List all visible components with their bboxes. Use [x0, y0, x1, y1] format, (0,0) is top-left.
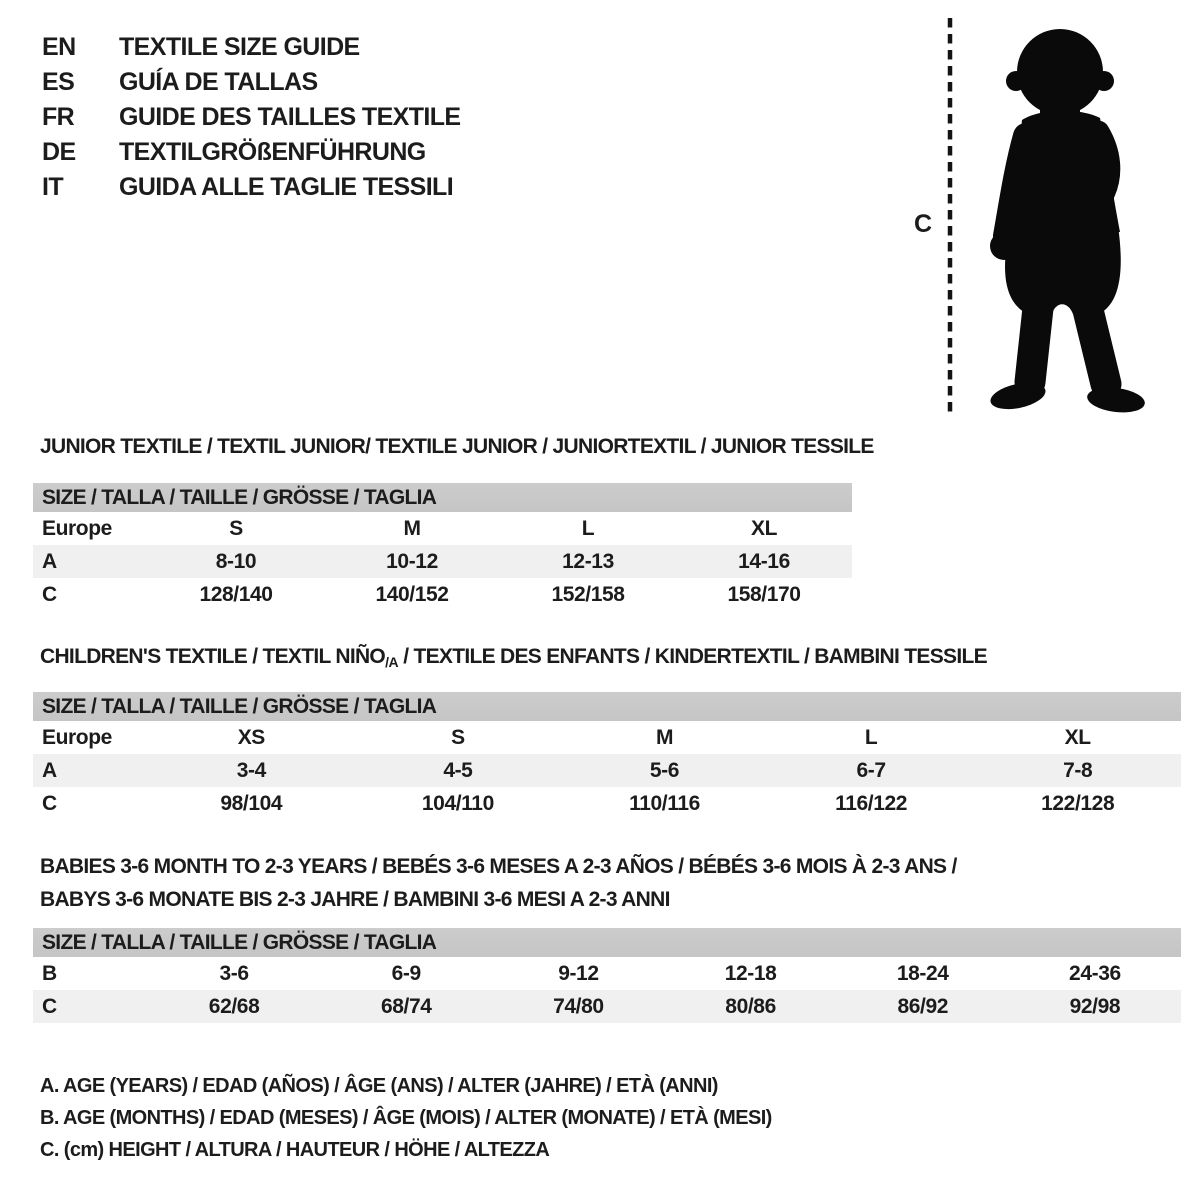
language-code: FR [42, 103, 75, 131]
age-cell: 8-10 [215, 549, 257, 573]
language-title-list [42, 30, 461, 205]
table-row-europe [33, 721, 1181, 754]
language-code: DE [42, 138, 76, 166]
language-code: IT [42, 173, 64, 201]
row-label: A [42, 758, 57, 782]
table-row-height [33, 787, 1181, 820]
size-cell: M [403, 516, 421, 540]
height-cell: 104/110 [421, 791, 494, 815]
table-row-age [33, 754, 1181, 787]
height-cell: 140/152 [375, 582, 449, 606]
row-label: Europe [42, 516, 112, 540]
height-cell: 68/74 [380, 994, 432, 1018]
size-table-junior [33, 483, 852, 611]
size-cell: XL [750, 516, 778, 540]
height-cell: 158/170 [727, 582, 801, 606]
age-cell: 18-24 [896, 961, 949, 985]
guide-title: GUÍA DE TALLAS [119, 68, 318, 96]
table-header-bar [33, 928, 1181, 957]
age-cell: 12-13 [562, 549, 614, 573]
height-cell: 116/122 [835, 791, 908, 815]
height-cell: 92/98 [1069, 994, 1121, 1018]
age-cell: 6-9 [391, 961, 421, 985]
heading-text: CHILDREN'S TEXTILE / TEXTIL NIÑO [40, 645, 386, 668]
table-header-label: SIZE / TALLA / TAILLE / GRÖSSE / TAGLIA [42, 694, 437, 718]
heading-line-2: BABYS 3-6 MONATE BIS 2-3 JAHRE / BAMBINI 3-6 MESI A 2-3 ANNI [40, 888, 670, 911]
height-cell: 152/158 [551, 582, 625, 606]
language-row [42, 30, 461, 65]
table-row-europe [33, 512, 852, 545]
heading-subscript: /A [385, 654, 399, 670]
language-code: EN [42, 33, 76, 61]
legend-line-a: A. AGE (YEARS) / EDAD (AÑOS) / ÂGE (ANS) / ALTER (JAHRE) / ETÀ (ANNI) [40, 1074, 718, 1097]
language-row [42, 65, 461, 100]
size-cell: S [451, 725, 465, 749]
height-cell: 86/92 [897, 994, 949, 1018]
age-cell: 14-16 [738, 549, 790, 573]
language-code: ES [42, 68, 75, 96]
height-cell: 98/104 [220, 791, 283, 815]
age-cell: 7-8 [1063, 758, 1093, 782]
table-header-label: SIZE / TALLA / TAILLE / GRÖSSE / TAGLIA [42, 485, 437, 509]
row-label: C [42, 994, 57, 1018]
guide-title: GUIDE DES TAILLES TEXTILE [119, 103, 461, 131]
measurement-legend [40, 1070, 772, 1166]
age-cell: 5-6 [649, 758, 680, 782]
guide-title: GUIDA ALLE TAGLIE TESSILI [119, 173, 454, 201]
size-cell: M [655, 725, 674, 749]
table-row-age [33, 545, 852, 578]
row-label: C [42, 582, 57, 606]
legend-line-b: B. AGE (MONTHS) / EDAD (MESES) / ÂGE (MOIS) / ALTER (MONATE) / ETÀ (MESI) [40, 1106, 772, 1129]
age-cell: 3-6 [219, 961, 249, 985]
section-heading-children [40, 645, 987, 670]
size-cell: XL [1064, 725, 1091, 749]
height-dimension-label: C [914, 210, 932, 238]
size-cell: L [864, 725, 878, 749]
height-cell: 122/128 [1041, 791, 1115, 815]
height-cell: 128/140 [199, 582, 273, 606]
language-row [42, 170, 461, 205]
height-cell: 74/80 [553, 994, 604, 1018]
height-cell: 62/68 [208, 994, 260, 1018]
table-row-height [33, 990, 1181, 1023]
size-table-babies [33, 928, 1181, 1023]
size-cell: XS [237, 725, 265, 749]
age-cell: 12-18 [724, 961, 777, 985]
language-row [42, 100, 461, 135]
age-cell: 3-4 [236, 758, 266, 782]
table-header-bar [33, 692, 1181, 721]
age-cell: 4-5 [443, 758, 473, 782]
age-cell: 24-36 [1069, 961, 1121, 985]
toddler-silhouette-icon [988, 29, 1146, 415]
section-heading-babies [40, 850, 957, 916]
table-header-label: SIZE / TALLA / TAILLE / GRÖSSE / TAGLIA [42, 930, 437, 954]
size-table-children [33, 692, 1181, 820]
guide-title: TEXTILGRÖßENFÜHRUNG [119, 138, 426, 166]
age-cell: 9-12 [558, 961, 599, 985]
legend-line-c: C. (cm) HEIGHT / ALTURA / HAUTEUR / HÖHE / ALTEZZA [40, 1138, 550, 1161]
table-row-height [33, 578, 852, 611]
row-label: C [42, 791, 57, 815]
height-cell: 110/116 [629, 791, 700, 815]
language-row [42, 135, 461, 170]
height-cell: 80/86 [725, 994, 776, 1018]
size-cell: L [581, 516, 595, 540]
table-row-age-months [33, 957, 1181, 990]
section-heading-junior: JUNIOR TEXTILE / TEXTIL JUNIOR/ TEXTILE JUNIOR / JUNIORTEXTIL / JUNIOR TESSILE [40, 435, 874, 458]
row-label: Europe [42, 725, 112, 749]
row-label: B [42, 961, 57, 985]
heading-text: / TEXTILE DES ENFANTS / KINDERTEXTIL / BAMBINI TESSILE [398, 645, 987, 668]
size-cell: S [229, 516, 243, 540]
guide-title: TEXTILE SIZE GUIDE [119, 33, 360, 61]
table-header-bar [33, 483, 852, 512]
age-cell: 10-12 [386, 549, 438, 573]
row-label: A [42, 549, 57, 573]
heading-line-1: BABIES 3-6 MONTH TO 2-3 YEARS / BEBÉS 3-6 MESES A 2-3 AÑOS / BÉBÉS 3-6 MOIS À 2-3 ANS / [40, 855, 957, 878]
age-cell: 6-7 [856, 758, 886, 782]
